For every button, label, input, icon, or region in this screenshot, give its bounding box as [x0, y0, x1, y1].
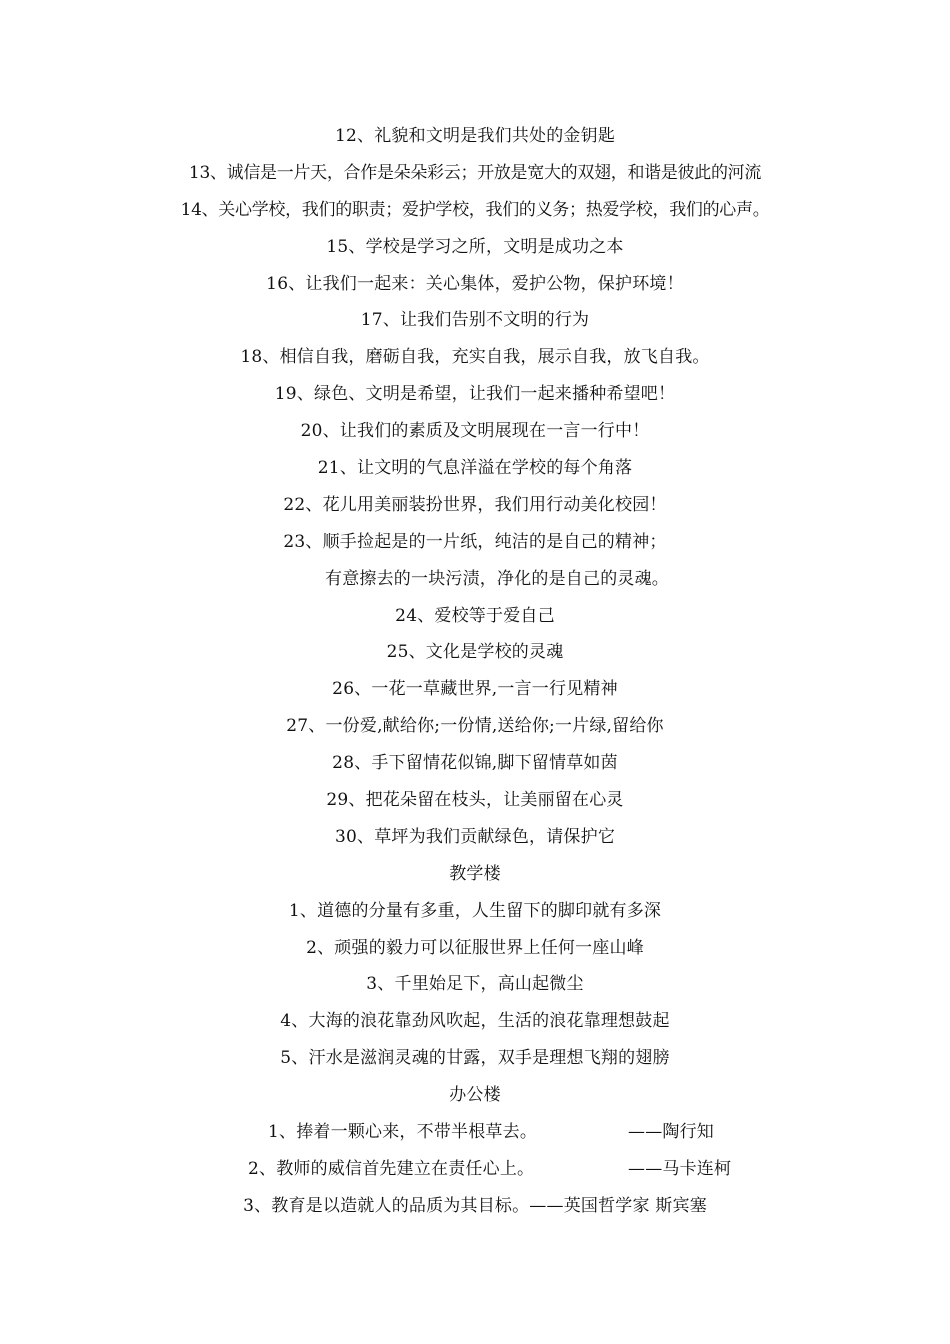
quote-author: ——马卡连柯: [628, 1158, 732, 1179]
slogan-line: 14、关心学校，我们的职责；爱护学校，我们的义务；热爱学校，我们的心声。: [180, 199, 770, 220]
quote-text: 1、捧着一颗心来，不带半根草去。: [268, 1122, 538, 1143]
slogan-line: 24、爱校等于爱自己: [395, 605, 555, 626]
slogan-line: 25、文化是学校的灵魂: [386, 642, 564, 663]
slogan-line: 30、草坪为我们贡献绿色，请保护它: [334, 826, 616, 847]
slogan-line: 26、一花一草藏世界,一言一行见精神: [332, 679, 618, 700]
slogan-line-continuation: 有意擦去的一块污渍，净化的是自己的灵魂。: [325, 568, 669, 589]
slogan-line: 21、让文明的气息洋溢在学校的每个角落: [317, 458, 633, 479]
slogan-line: 12、礼貌和文明是我们共处的金钥匙: [334, 126, 616, 146]
slogan-line: 20、让我们的素质及文明展现在一言一行中！: [300, 421, 650, 442]
teaching-line: 1、道德的分量有多重，人生留下的脚印就有多深: [288, 900, 662, 921]
slogan-line: 17、让我们告别不文明的行为: [360, 310, 590, 331]
quote-text: 2、教师的威信首先建立在责任心上。: [248, 1158, 535, 1179]
office-quote-last: 3、教育是以造就人的品质为其目标。——英国哲学家 斯宾塞: [243, 1195, 707, 1216]
office-quote: [0, 1114, 950, 1151]
slogan-line: 19、绿色、文明是希望，让我们一起来播种希望吧！: [274, 384, 676, 405]
slogan-line: 22、花儿用美丽装扮世界，我们用行动美化校园！: [283, 494, 667, 515]
teaching-line: 3、千里始足下，高山起微尘: [366, 974, 584, 995]
office-quote: [0, 1151, 950, 1188]
slogan-line: 15、学校是学习之所，文明是成功之本: [326, 236, 624, 257]
teaching-line: 2、顽强的毅力可以征服世界上任何一座山峰: [306, 937, 644, 958]
slogan-line: 27、一份爱,献给你;一份情,送给你;一片绿,留给你: [286, 716, 664, 737]
section-heading-office: 办公楼: [449, 1085, 501, 1106]
teaching-line: 5、汗水是滋润灵魂的甘露，双手是理想飞翔的翅膀: [280, 1048, 670, 1069]
slogan-line: 29、把花朵留在枝头，让美丽留在心灵: [326, 790, 624, 811]
slogan-line: 23、顺手捡起是的一片纸，纯洁的是自己的精神；: [283, 531, 667, 552]
slogan-list: [0, 118, 950, 1225]
section-heading-teaching: 教学楼: [449, 863, 501, 884]
slogan-line: 13、诚信是一片天，合作是朵朵彩云；开放是宽大的双翅，和谐是彼此的河流: [188, 162, 762, 183]
quote-author: ——陶行知: [628, 1122, 714, 1143]
slogan-line: 18、相信自我，磨砺自我，充实自我，展示自我，放飞自我。: [240, 347, 710, 368]
slogan-line: 16、让我们一起来：关心集体，爱护公物，保护环境！: [266, 273, 684, 294]
teaching-line: 4、大海的浪花靠劲风吹起，生活的浪花靠理想鼓起: [280, 1011, 670, 1032]
slogan-line: 28、手下留情花似锦,脚下留情草如茵: [332, 753, 618, 774]
